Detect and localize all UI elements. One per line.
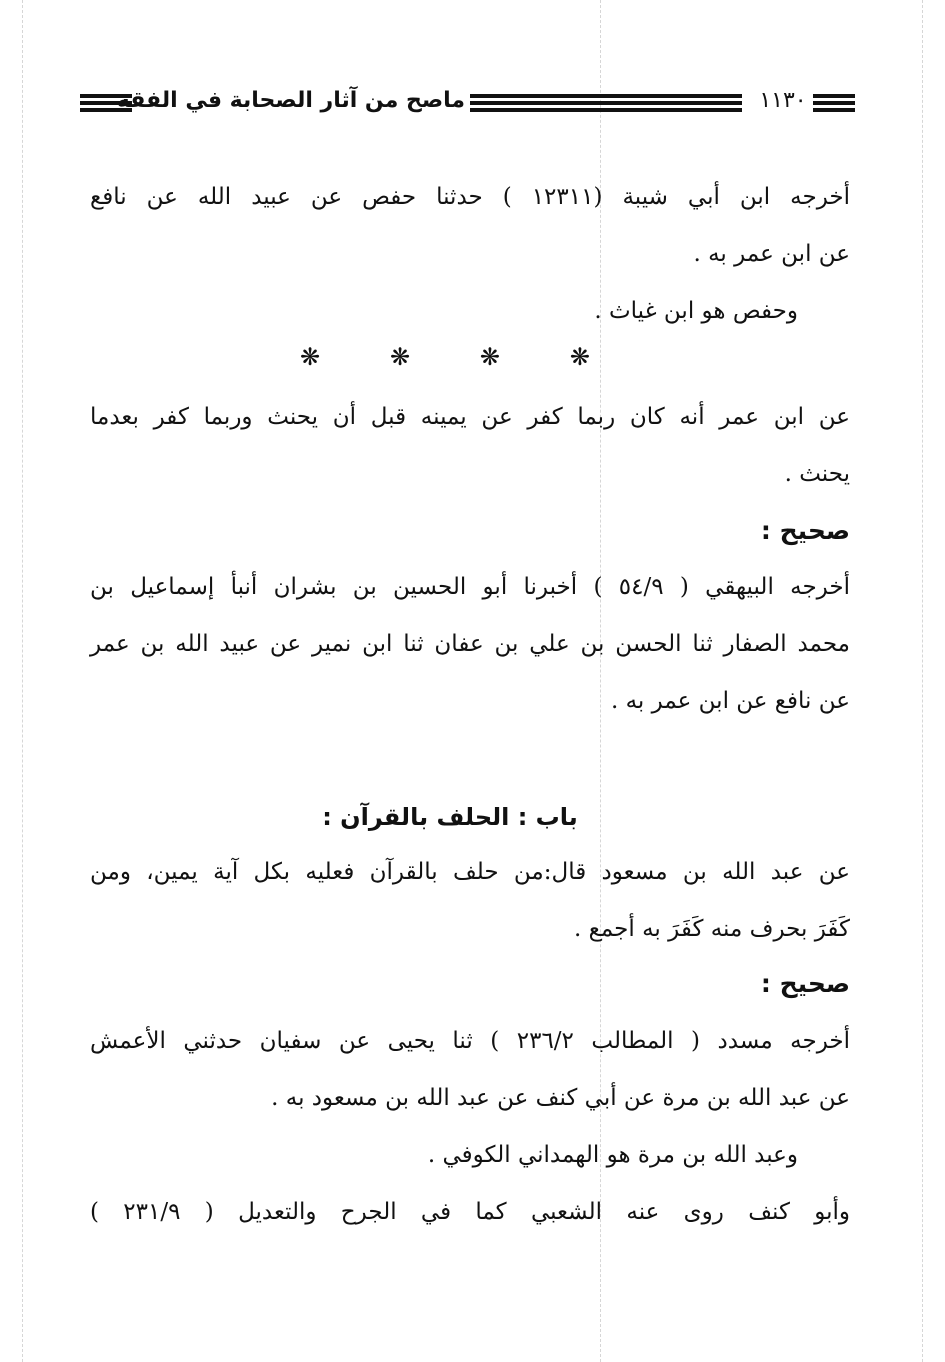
star-ornament-icon: ❋ [300,343,321,371]
running-header [80,84,855,124]
text-line: كَفَرَ بحرف منه كَفَرَ به أجمع . [574,916,850,942]
page-number: ١١٣٠ [759,88,807,113]
text-line: وحفص هو ابن غياث . [594,298,798,324]
text-line: محمد الصفار ثنا الحسن بن علي بن عفان ثنا ابن نمير عن عبيد الله بن عمر [90,631,850,657]
text-line: عن ابن عمر به . [693,241,850,267]
text-line: عن عبد الله بن مسعود قال:من حلف بالقرآن فعليه بكل آية يمين، ومن [90,859,850,885]
header-rule-middle [470,94,742,115]
grade-heading: صحيح : [760,516,850,545]
text-line: أخرجه البيهقي ( ٥٤/٩ ) أخبرنا أبو الحسين بن بشران أنبأ إسماعيل بن [90,574,850,600]
star-ornament-icon: ❋ [479,343,501,371]
text-line: أخرجه ابن أبي شيبة (١٢٣١١ ) حدثنا حفص عن عبيد الله عن نافع [90,184,851,210]
text-line: عن عبد الله بن مرة عن أبي كنف عن عبد الله بن مسعود به . [271,1085,850,1111]
grade-heading: صحيح : [760,969,850,998]
text-line: أخرجه مسدد ( المطالب ٢٣٦/٢ ) ثنا يحيى عن سفيان حدثني الأعمش [90,1028,850,1054]
text-line: يحنث . [784,461,850,487]
chapter-title: باب : الحلف بالقرآن : [322,803,578,831]
header-book-title: ماصح من آثار الصحابة في الفقه [116,88,465,113]
text-line: عن ابن عمر أنه كان ربما كفر عن يمينه قبل أن يحنث وربما كفر بعدما [90,404,850,430]
text-line: وأبو كنف روى عنه الشعبي كما في الجرح والتعديل ( ٢٣١/٩ ) [90,1199,850,1225]
star-ornament-icon: ❋ [569,343,590,371]
scan-guide-line [22,0,23,1362]
star-ornament-icon: ❋ [389,343,411,371]
text-line: وعبد الله بن مرة هو الهمداني الكوفي . [427,1142,798,1168]
header-rule-right [813,94,855,115]
section-separator [300,342,590,372]
text-line: عن نافع عن ابن عمر به . [610,688,850,714]
scan-guide-line [922,0,923,1362]
